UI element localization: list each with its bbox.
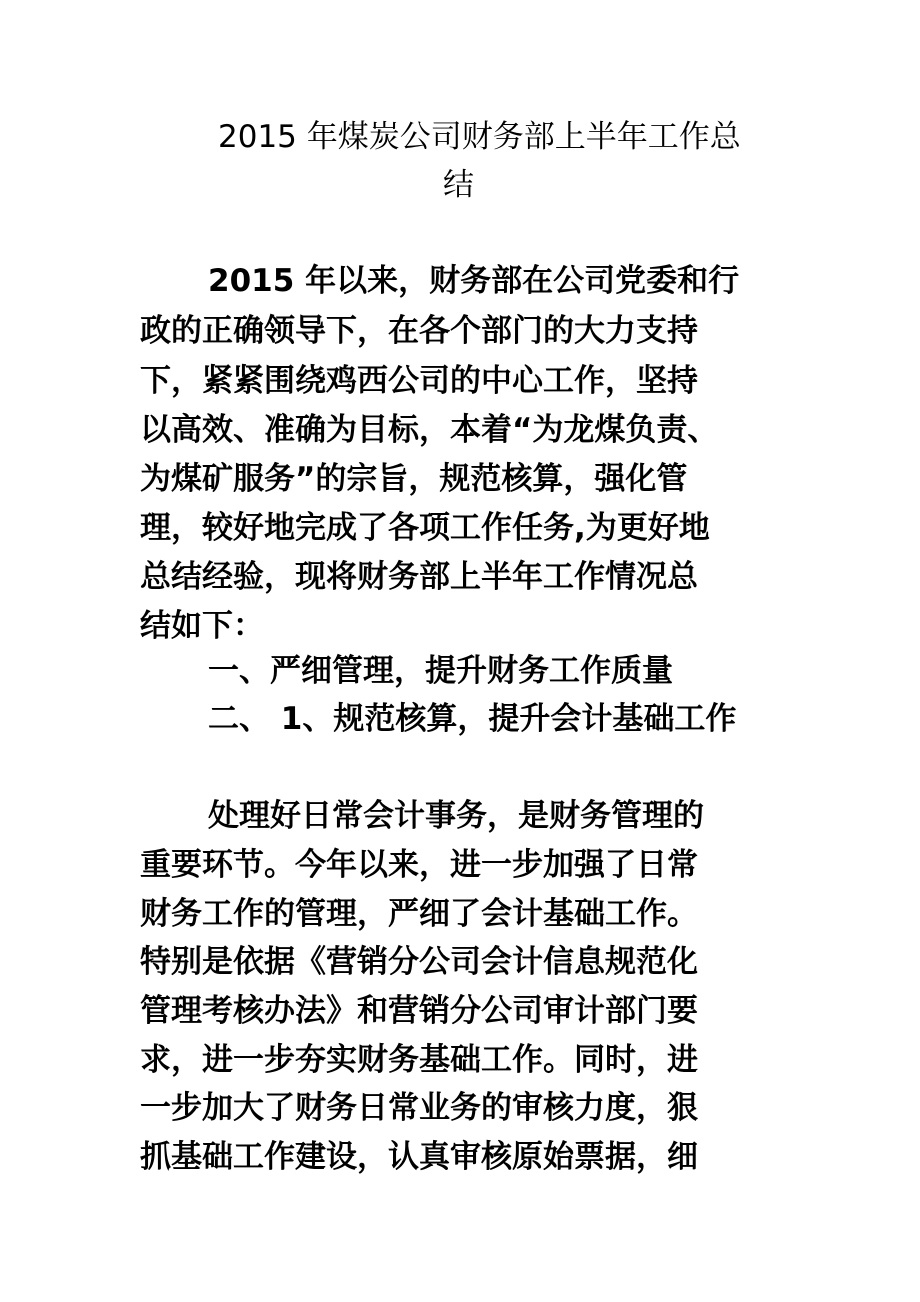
body-line-3: 财务工作的管理，严细了会计基础工作。 xyxy=(140,896,698,932)
intro-line-3: 下，紧紧围绕鸡西公司的中心工作，坚持 xyxy=(140,363,698,399)
body-line-1: 处理好日常会计事务，是财务管理的 xyxy=(208,798,704,834)
body-line-8: 抓基础工作建设，认真审核原始票据，细 xyxy=(140,1139,698,1175)
body-line-6: 求，进一步夯实财务基础工作。同时，进 xyxy=(140,1042,698,1078)
section-heading-2: 二、 1、规范核算，提升会计基础工作 xyxy=(208,701,737,737)
body-line-5: 管理考核办法》和营销分公司审计部门要 xyxy=(140,993,698,1029)
intro-line-2: 政的正确领导下，在各个部门的大力支持 xyxy=(140,313,698,349)
body-line-7: 一步加大了财务日常业务的审核力度，狠 xyxy=(140,1090,698,1126)
document-title-line-2: 结 xyxy=(443,167,474,203)
body-line-2: 重要环节。今年以来，进一步加强了日常 xyxy=(140,847,698,883)
intro-line-5: 为煤矿服务”的宗旨，规范核算，强化管 xyxy=(140,461,688,497)
intro-line-6: 理，较好地完成了各项工作任务,为更好地 xyxy=(140,510,710,546)
intro-line-8: 结如下： xyxy=(140,608,264,644)
intro-line-1: 2015 年以来，财务部在公司党委和行 xyxy=(208,263,740,299)
section-heading-1: 一、严细管理，提升财务工作质量 xyxy=(208,653,673,689)
intro-line-4: 以高效、准确为目标，本着“为龙煤负责、 xyxy=(140,412,719,448)
document-title-line-1: 2015 年煤炭公司财务部上半年工作总 xyxy=(218,119,741,155)
intro-line-7: 总结经验，现将财务部上半年工作情况总 xyxy=(140,559,698,595)
body-line-4: 特别是依据《营销分公司会计信息规范化 xyxy=(140,944,698,980)
